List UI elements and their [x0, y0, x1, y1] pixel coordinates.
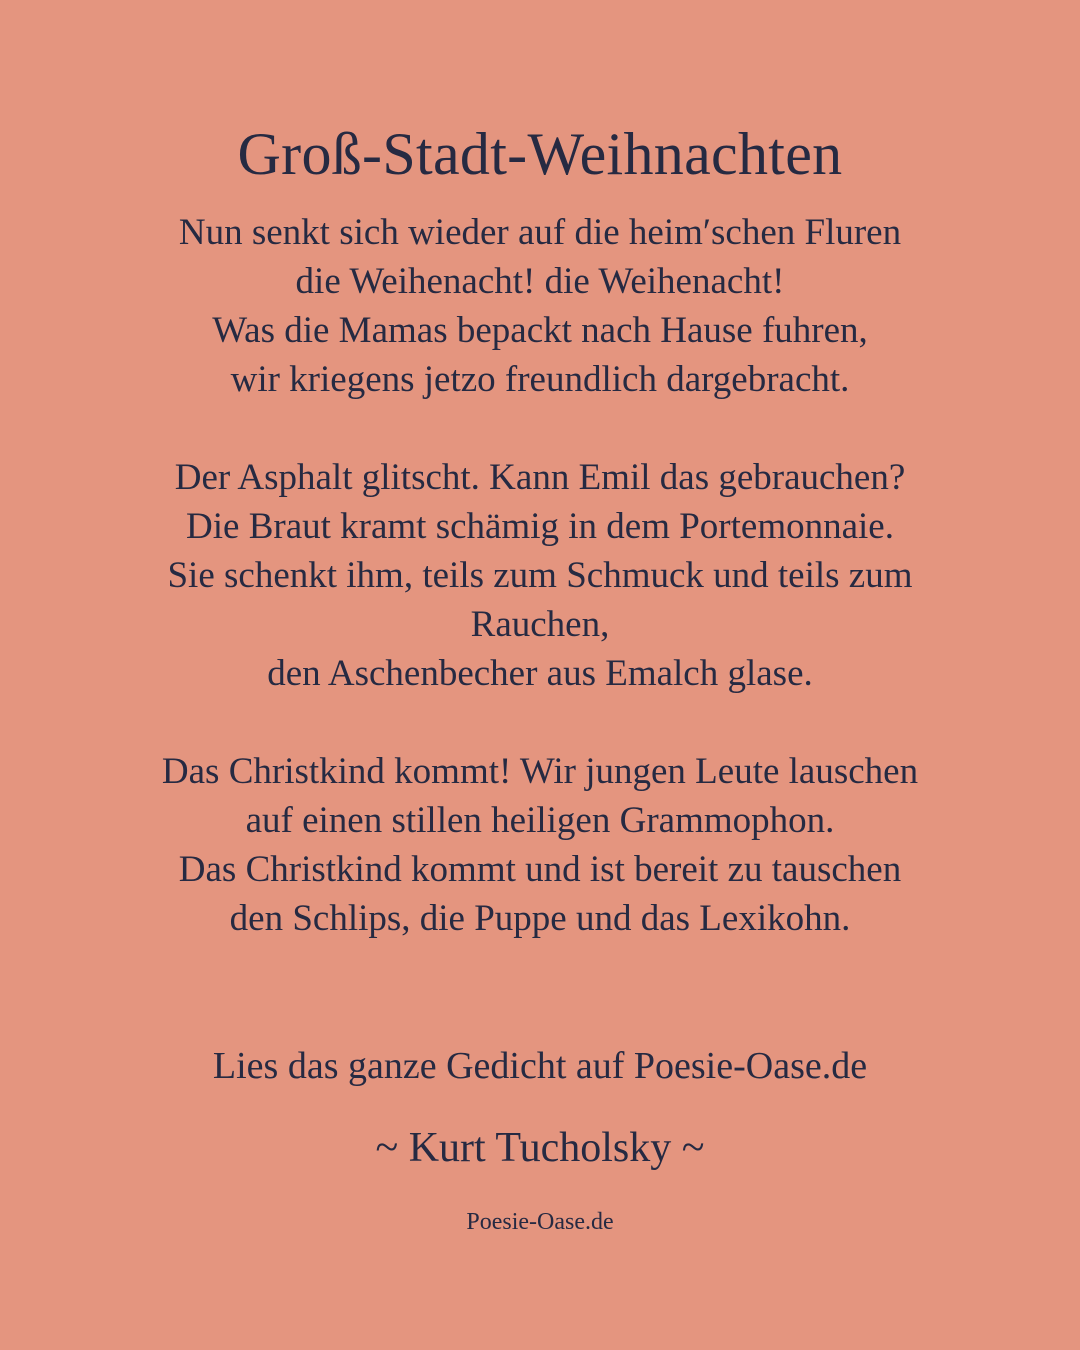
poem-line: Was die Mamas bepackt nach Hause fuhren, [212, 310, 868, 351]
poem-line: Das Christkind kommt! Wir jungen Leute lauschen [161, 751, 919, 792]
read-full-poem-note: Lies das ganze Gedicht auf Poesie-Oase.de [212, 1045, 868, 1087]
poem-line: Nun senkt sich wieder auf die heim′schen Fluren [178, 212, 902, 253]
poem-body [100, 208, 980, 992]
poem-stanza [100, 747, 980, 943]
poem-line: Der Asphalt glitscht. Kann Emil das gebrauchen? [174, 457, 906, 498]
poem-stanza [100, 208, 980, 404]
site-watermark: Poesie-Oase.de [466, 1209, 614, 1235]
poem-line: wir kriegens jetzo freundlich dargebracht. [230, 359, 850, 400]
poem-line: auf einen stillen heiligen Grammophon. [245, 800, 835, 841]
poem-title: Groß-Stadt-Weihnachten [237, 121, 843, 187]
poem-stanza [100, 453, 980, 698]
poem-line: die Weihenacht! die Weihenacht! [295, 261, 785, 302]
poem-line: Die Braut kramt schämig in dem Portemonnaie. [186, 506, 894, 547]
poem-author: ~ Kurt Tucholsky ~ [375, 1125, 705, 1171]
poem-line: den Schlips, die Puppe und das Lexikohn. [229, 898, 851, 939]
poem-line: den Aschenbecher aus Emalch glase. [267, 653, 813, 694]
poem-line: Sie schenkt ihm, teils zum Schmuck und teils zum Rauchen, [167, 555, 913, 645]
poem-line: Das Christkind kommt und ist bereit zu tauschen [178, 849, 902, 890]
